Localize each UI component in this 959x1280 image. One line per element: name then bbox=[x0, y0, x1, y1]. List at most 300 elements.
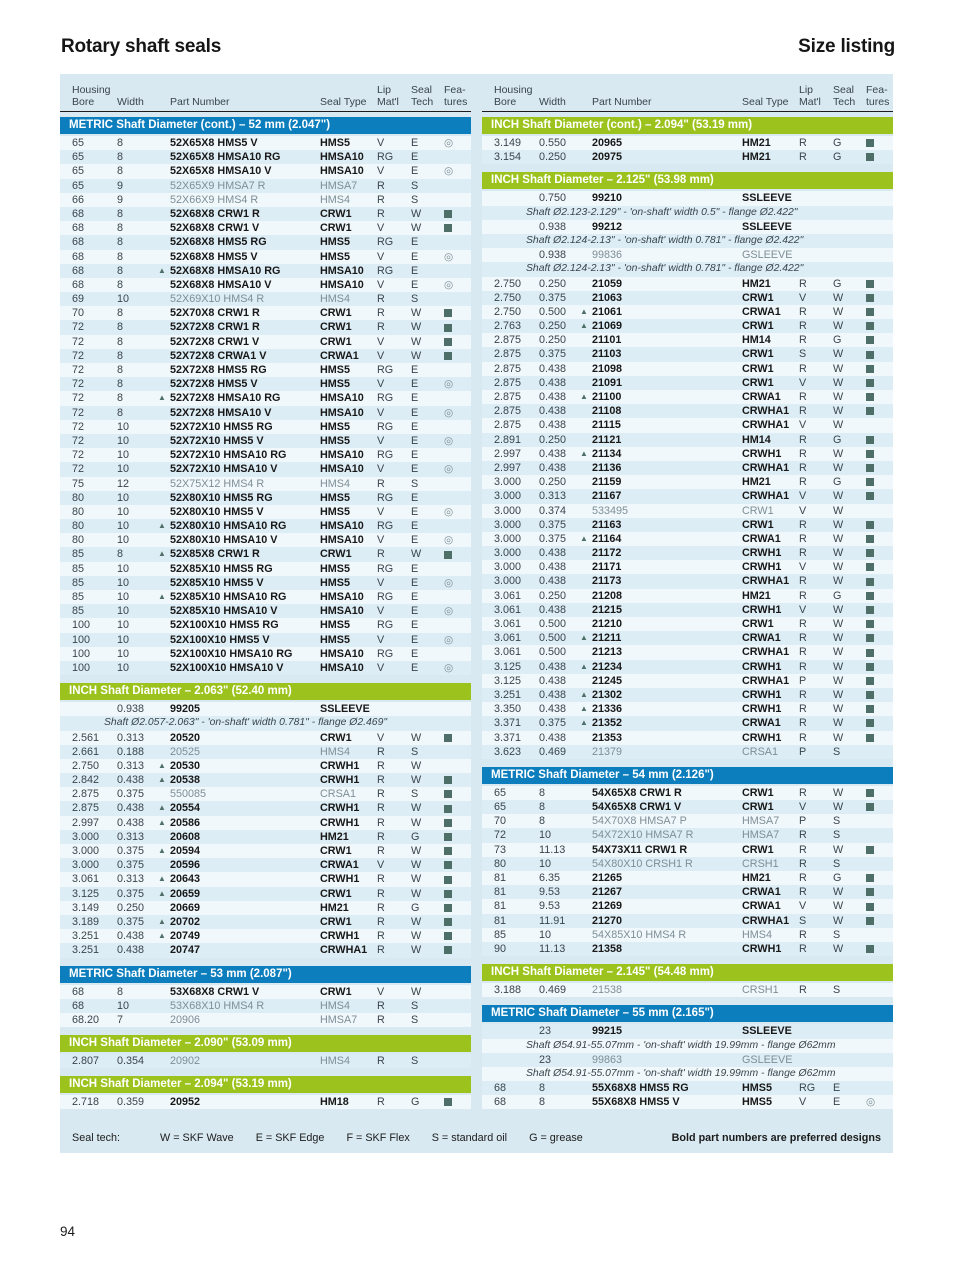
lip-material-cell: R bbox=[799, 405, 807, 418]
tri-spacer bbox=[158, 576, 170, 590]
feature-square-icon bbox=[866, 308, 874, 316]
seal-type-cell: CRW1 bbox=[320, 321, 352, 334]
features-cell bbox=[444, 278, 471, 292]
width-cell: 0.375 bbox=[117, 845, 145, 857]
features-cell bbox=[866, 362, 893, 376]
features-cell bbox=[866, 645, 893, 659]
preferred-triangle-icon: ▲ bbox=[158, 760, 166, 770]
tri-spacer bbox=[158, 943, 170, 957]
table-row bbox=[482, 857, 893, 871]
bore-cell: 3.000 bbox=[72, 830, 100, 843]
feature-square-icon bbox=[444, 861, 452, 869]
legend-bold-note: Bold part numbers are preferred designs bbox=[671, 1132, 881, 1145]
table-row bbox=[60, 844, 471, 858]
seal-type-cell: HMS5 bbox=[320, 491, 350, 504]
width-cell: 0.375 bbox=[539, 348, 567, 361]
bore-cell bbox=[494, 1024, 539, 1038]
lip-material-cell bbox=[799, 1024, 833, 1038]
tri-spacer bbox=[580, 220, 592, 234]
bore-cell: 68 bbox=[72, 250, 85, 263]
width-cell: 0.438 bbox=[539, 461, 567, 474]
feature-square-icon bbox=[444, 819, 452, 827]
features-cell bbox=[444, 193, 471, 207]
width-cell: 0.188 bbox=[117, 745, 145, 758]
features-cell bbox=[866, 899, 893, 913]
lip-material-cell bbox=[799, 1053, 833, 1067]
seal-tech-cell: W bbox=[411, 759, 422, 772]
features-cell bbox=[444, 1095, 471, 1109]
feature-square-icon bbox=[866, 917, 874, 925]
seal-type-cell: CRW1 bbox=[742, 786, 774, 799]
tri-spacer bbox=[158, 462, 170, 476]
tri-spacer bbox=[158, 533, 170, 547]
features-cell bbox=[444, 477, 471, 491]
part-number-cell: 533495 bbox=[592, 504, 629, 517]
part-number-cell: 21208 bbox=[592, 589, 623, 602]
part-number-cell: 52X72X8 CRW1 V bbox=[170, 335, 260, 348]
lip-material-cell: RG bbox=[377, 392, 394, 405]
table-row bbox=[60, 250, 471, 264]
width-cell: 0.375 bbox=[539, 518, 567, 531]
part-number-cell: 52X85X10 HMS5 RG bbox=[170, 562, 273, 575]
tri-spacer bbox=[580, 814, 592, 828]
bore-cell: 72 bbox=[494, 829, 507, 842]
lip-material-cell: V bbox=[377, 378, 385, 391]
seal-tech-cell: E bbox=[411, 591, 419, 603]
seal-type-cell: CRWH1 bbox=[320, 802, 360, 815]
seal-type-cell: CRWA1 bbox=[742, 391, 781, 403]
preferred-triangle-icon: ▲ bbox=[158, 521, 166, 531]
table-row bbox=[482, 1081, 893, 1095]
bore-cell: 80 bbox=[72, 534, 85, 547]
features-cell bbox=[444, 801, 471, 815]
preferred-triangle-icon: ▲ bbox=[158, 549, 166, 559]
seal-tech-cell: W bbox=[833, 646, 844, 659]
width-cell: 8 bbox=[117, 406, 124, 419]
lip-material-cell bbox=[799, 248, 833, 262]
bore-cell: 3.000 bbox=[72, 845, 100, 857]
part-number-cell: 21100 bbox=[592, 391, 622, 403]
table-columns bbox=[60, 117, 893, 1109]
part-number-cell: 52X100X10 HMSA10 V bbox=[170, 661, 284, 674]
features-cell bbox=[866, 688, 893, 702]
seal-type-cell: CRWA1 bbox=[742, 305, 781, 318]
part-number-cell: 52X65X9 HMSA7 R bbox=[170, 179, 266, 192]
lip-material-cell: R bbox=[799, 334, 807, 347]
seal-tech-cell: E bbox=[411, 165, 419, 178]
bore-cell: 2.750 bbox=[494, 305, 522, 318]
table-row bbox=[60, 562, 471, 576]
seal-tech-cell: S bbox=[411, 179, 419, 192]
features-cell bbox=[444, 448, 471, 462]
seal-type-cell: HMS4 bbox=[320, 745, 350, 758]
width-cell: 0.438 bbox=[539, 547, 567, 560]
seal-type-cell: HMSA10 bbox=[320, 661, 364, 674]
seal-type-cell: HM21 bbox=[320, 830, 349, 843]
bore-cell: 2.891 bbox=[494, 433, 522, 446]
table-row bbox=[482, 333, 893, 347]
part-number-cell: 20520 bbox=[170, 731, 201, 744]
tri-spacer bbox=[158, 618, 170, 632]
seal-tech-cell: S bbox=[411, 745, 419, 758]
table-row bbox=[60, 164, 471, 178]
seal-type-cell: HMSA10 bbox=[320, 463, 364, 476]
bore-cell: 3.000 bbox=[494, 504, 522, 517]
table-row bbox=[482, 305, 893, 319]
features-cell bbox=[866, 404, 893, 418]
features-cell bbox=[444, 745, 471, 759]
part-number-cell: 52X100X10 HMSA10 RG bbox=[170, 647, 293, 660]
lip-material-cell: R bbox=[377, 915, 385, 928]
lip-material-cell: R bbox=[377, 873, 385, 886]
part-number-cell: 52X70X8 CRW1 R bbox=[170, 307, 260, 320]
seal-tech-cell: W bbox=[833, 575, 844, 588]
part-number-cell: 21159 bbox=[592, 476, 622, 489]
tri-spacer bbox=[158, 477, 170, 491]
tri-spacer bbox=[158, 647, 170, 661]
bore-cell: 68 bbox=[72, 278, 85, 291]
header-seal-tech: Seal Tech bbox=[411, 84, 434, 108]
bore-cell: 72 bbox=[72, 449, 85, 462]
seal-tech-cell: E bbox=[411, 505, 419, 518]
width-cell: 0.250 bbox=[117, 901, 145, 914]
width-cell: 0.500 bbox=[539, 618, 567, 630]
seal-tech-cell: W bbox=[411, 859, 422, 872]
table-row bbox=[60, 420, 471, 434]
part-number-cell: 52X65X8 HMSA10 RG bbox=[170, 151, 281, 164]
width-cell: 8 bbox=[539, 1096, 546, 1109]
features-cell bbox=[866, 220, 893, 234]
width-cell: 8 bbox=[117, 264, 124, 277]
bore-cell: 2.875 bbox=[494, 334, 522, 347]
lip-material-cell: R bbox=[799, 829, 807, 842]
seal-tech-cell: W bbox=[833, 320, 844, 333]
tri-spacer bbox=[158, 505, 170, 519]
table-row bbox=[482, 688, 893, 702]
lip-material-cell: RG bbox=[377, 562, 394, 575]
seal-type-cell: HM21 bbox=[742, 151, 771, 164]
lip-material-cell: R bbox=[799, 660, 807, 673]
table-row bbox=[482, 1024, 893, 1038]
seal-type-cell: CRWH1 bbox=[742, 731, 782, 744]
table-row bbox=[60, 576, 471, 590]
width-cell: 10 bbox=[117, 605, 130, 618]
seal-tech-cell: E bbox=[411, 236, 419, 249]
feature-square-icon bbox=[866, 677, 874, 685]
table-row bbox=[482, 220, 893, 234]
table-row bbox=[60, 999, 471, 1013]
seal-tech-cell: E bbox=[411, 278, 419, 291]
section-header-metric: METRIC Shaft Diameter – 54 mm (2.126") bbox=[482, 767, 893, 784]
bore-cell: 3.149 bbox=[494, 137, 522, 149]
feature-square-icon bbox=[866, 280, 874, 288]
tri-spacer bbox=[580, 1095, 592, 1109]
part-number-cell: 52X85X10 HMSA10 RG bbox=[170, 591, 287, 603]
seal-tech-cell: S bbox=[411, 1013, 419, 1026]
tri-spacer bbox=[580, 942, 592, 956]
lip-material-cell: V bbox=[799, 504, 807, 517]
part-number-cell: 52X80X10 HMSA10 RG bbox=[170, 520, 287, 533]
table-row bbox=[60, 207, 471, 221]
tri-spacer bbox=[580, 277, 592, 291]
part-number-cell: 54X85X10 HMS4 R bbox=[592, 928, 687, 941]
part-number-cell: 21234 bbox=[592, 660, 623, 673]
features-cell bbox=[866, 674, 893, 688]
features-cell bbox=[444, 306, 471, 320]
lip-material-cell: V bbox=[799, 801, 807, 814]
part-number-cell: 21061 bbox=[592, 305, 623, 318]
bore-cell: 69 bbox=[72, 293, 85, 306]
features-cell bbox=[866, 1081, 893, 1095]
seal-tech-cell: W bbox=[833, 362, 844, 375]
tri-spacer bbox=[580, 333, 592, 347]
width-cell: 10 bbox=[539, 829, 552, 842]
part-number-cell: 20702 bbox=[170, 915, 201, 928]
lip-material-cell: R bbox=[377, 179, 385, 192]
table-row bbox=[482, 390, 893, 404]
column-left bbox=[60, 117, 471, 1109]
table-row bbox=[482, 191, 893, 205]
tri-spacer bbox=[580, 489, 592, 503]
feature-bullseye-icon: ◎ bbox=[444, 661, 454, 674]
part-number-cell: 21336 bbox=[592, 703, 623, 716]
lip-material-cell: V bbox=[377, 661, 385, 674]
feature-square-icon bbox=[444, 790, 452, 798]
lip-material-cell: RG bbox=[377, 236, 394, 249]
feature-square-icon bbox=[444, 324, 452, 332]
lip-material-cell: R bbox=[377, 293, 385, 306]
part-number-cell: 20586 bbox=[170, 816, 201, 829]
legend-item: W = SKF Wave bbox=[160, 1132, 234, 1145]
lip-material-cell: R bbox=[799, 843, 807, 856]
tri-spacer bbox=[580, 800, 592, 814]
section-header-inch: INCH Shaft Diameter (cont.) – 2.094" (53.19 mm) bbox=[482, 117, 893, 134]
seal-type-cell: CRW1 bbox=[320, 985, 352, 998]
tri-spacer bbox=[580, 674, 592, 688]
width-cell: 10 bbox=[117, 491, 130, 504]
preferred-triangle-icon: ▲ bbox=[580, 448, 588, 458]
seal-type-cell: CRWA1 bbox=[742, 717, 781, 730]
width-cell: 0.438 bbox=[539, 703, 567, 716]
part-number-cell: 52X69X10 HMS4 R bbox=[170, 293, 265, 306]
feature-square-icon bbox=[444, 904, 452, 912]
features-cell bbox=[444, 136, 471, 150]
seal-tech-cell: E bbox=[411, 661, 419, 674]
seal-tech-cell: W bbox=[833, 801, 844, 814]
features-cell bbox=[866, 291, 893, 305]
legend-label: Seal tech: bbox=[72, 1132, 121, 1145]
bore-cell: 85 bbox=[494, 928, 507, 941]
part-number-cell: 52X72X8 HMS5 RG bbox=[170, 364, 267, 376]
tri-spacer bbox=[580, 433, 592, 447]
feature-bullseye-icon: ◎ bbox=[444, 250, 454, 263]
table-row bbox=[482, 716, 893, 730]
part-number-cell: 53X68X10 HMS4 R bbox=[170, 999, 265, 1012]
seal-type-cell: HMS4 bbox=[320, 293, 350, 306]
seal-tech-cell: W bbox=[411, 548, 422, 561]
seal-tech-cell: G bbox=[833, 277, 842, 290]
width-cell: 10 bbox=[117, 505, 130, 518]
title-row bbox=[61, 36, 895, 58]
bore-cell: 68 bbox=[494, 1082, 507, 1095]
bore-cell: 65 bbox=[494, 801, 507, 814]
features-cell bbox=[444, 999, 471, 1013]
table-row bbox=[60, 731, 471, 745]
header-seal-type: Seal Type bbox=[742, 96, 789, 108]
seal-type-cell: CRWA1 bbox=[320, 859, 359, 872]
bore-cell: 3.189 bbox=[72, 915, 100, 928]
table-row bbox=[60, 702, 471, 716]
bore-cell: 100 bbox=[72, 647, 91, 660]
features-cell bbox=[444, 377, 471, 391]
part-number-cell: 21103 bbox=[592, 348, 622, 361]
part-number-cell: 52X68X8 HMS5 V bbox=[170, 250, 258, 263]
seal-tech-cell: E bbox=[411, 378, 419, 391]
seal-tech-cell: W bbox=[411, 944, 422, 957]
table-row bbox=[482, 532, 893, 546]
bore-cell: 72 bbox=[72, 463, 85, 476]
table-row bbox=[482, 362, 893, 376]
table-row bbox=[482, 674, 893, 688]
preferred-triangle-icon: ▲ bbox=[580, 533, 588, 543]
seal-type-cell: CRWHA1 bbox=[320, 944, 368, 957]
seal-type-cell: SSLEEVE bbox=[742, 220, 792, 233]
width-cell: 11.13 bbox=[539, 942, 566, 955]
seal-type-cell: CRWH1 bbox=[742, 703, 782, 716]
bore-cell: 2.997 bbox=[72, 816, 100, 829]
page-number: 94 bbox=[60, 1224, 76, 1239]
width-cell: 0.438 bbox=[539, 688, 567, 701]
seal-tech-cell: G bbox=[411, 830, 420, 843]
seal-type-cell: HMSA10 bbox=[320, 534, 364, 547]
table-row bbox=[482, 702, 893, 716]
table-row bbox=[482, 489, 893, 503]
tri-spacer bbox=[158, 731, 170, 745]
seal-tech-cell: S bbox=[411, 193, 419, 206]
seal-tech-cell: W bbox=[833, 461, 844, 474]
width-cell: 0.469 bbox=[539, 745, 567, 758]
width-cell: 0.250 bbox=[539, 433, 567, 446]
table-row bbox=[60, 604, 471, 618]
seal-type-cell: HMSA10 bbox=[320, 278, 364, 291]
lip-material-cell: V bbox=[377, 222, 385, 235]
features-cell bbox=[444, 391, 471, 405]
seal-type-cell: HMS5 bbox=[320, 619, 350, 632]
table-row bbox=[60, 929, 471, 943]
seal-tech-cell: W bbox=[411, 307, 422, 320]
features-cell bbox=[866, 319, 893, 333]
lip-material-cell: R bbox=[377, 887, 385, 900]
part-number-cell: 21379 bbox=[592, 745, 623, 758]
seal-tech-cell: E bbox=[411, 576, 419, 589]
lip-material-cell: R bbox=[377, 944, 385, 957]
lip-material-cell: V bbox=[377, 165, 385, 178]
feature-square-icon bbox=[444, 918, 452, 926]
tri-spacer bbox=[580, 418, 592, 432]
tri-spacer bbox=[158, 207, 170, 221]
seal-type-cell: CRW1 bbox=[320, 845, 352, 857]
tri-spacer bbox=[580, 1081, 592, 1095]
lip-material-cell bbox=[377, 702, 411, 716]
seal-tech-cell: S bbox=[833, 745, 841, 758]
seal-tech-cell bbox=[833, 220, 866, 234]
tri-spacer bbox=[580, 617, 592, 631]
width-cell: 0.438 bbox=[539, 405, 567, 418]
tri-spacer bbox=[158, 745, 170, 759]
feature-square-icon bbox=[866, 846, 874, 854]
seal-tech-cell: E bbox=[411, 562, 419, 575]
width-cell: 0.438 bbox=[539, 674, 567, 687]
part-number-cell: 21098 bbox=[592, 362, 623, 375]
lip-material-cell: R bbox=[799, 137, 807, 149]
tri-spacer bbox=[158, 604, 170, 618]
page-title: Rotary shaft seals bbox=[61, 36, 222, 57]
width-cell: 23 bbox=[539, 1053, 552, 1066]
feature-square-icon bbox=[444, 833, 452, 841]
table-row bbox=[482, 871, 893, 885]
bore-cell: 3.000 bbox=[494, 490, 522, 503]
part-number-cell: 52X100X10 HMS5 RG bbox=[170, 619, 279, 632]
bore-cell: 3.061 bbox=[72, 873, 100, 886]
tri-spacer bbox=[580, 899, 592, 913]
table-row bbox=[482, 150, 893, 164]
width-cell: 0.375 bbox=[117, 915, 145, 928]
seal-tech-cell: S bbox=[411, 999, 419, 1012]
seal-tech-cell: W bbox=[833, 717, 844, 730]
preferred-triangle-icon: ▲ bbox=[158, 874, 166, 884]
table-row bbox=[60, 816, 471, 830]
bore-cell: 85 bbox=[72, 576, 85, 589]
part-number-cell: 52X72X8 CRW1 R bbox=[170, 321, 260, 334]
width-cell: 10 bbox=[117, 420, 130, 433]
features-cell bbox=[866, 631, 893, 645]
seal-type-cell: HMSA7 bbox=[742, 829, 780, 842]
lip-material-cell: R bbox=[799, 589, 807, 602]
preferred-triangle-icon: ▲ bbox=[580, 704, 588, 714]
seal-tech-cell: G bbox=[411, 901, 420, 914]
feature-square-icon bbox=[866, 393, 874, 401]
bore-cell: 100 bbox=[72, 661, 91, 674]
seal-tech-cell: W bbox=[411, 930, 422, 943]
part-number-cell: 52X72X8 HMSA10 RG bbox=[170, 392, 281, 405]
seal-tech-cell: G bbox=[833, 151, 842, 164]
width-cell: 0.438 bbox=[117, 944, 145, 957]
table-row bbox=[482, 518, 893, 532]
bore-cell: 2.750 bbox=[72, 759, 100, 772]
features-cell bbox=[444, 858, 471, 872]
width-cell: 8 bbox=[117, 335, 124, 348]
features-cell bbox=[866, 418, 893, 432]
lip-material-cell: V bbox=[799, 490, 807, 503]
table-row bbox=[60, 306, 471, 320]
features-cell bbox=[444, 787, 471, 801]
table-row bbox=[482, 745, 893, 759]
part-number-cell: 55X68X8 HMS5 V bbox=[592, 1096, 680, 1109]
width-cell: 0.359 bbox=[117, 1096, 145, 1109]
bore-cell: 85 bbox=[72, 591, 85, 603]
features-cell bbox=[444, 943, 471, 957]
table-row bbox=[60, 915, 471, 929]
feature-square-icon bbox=[866, 294, 874, 302]
tri-spacer bbox=[158, 434, 170, 448]
lip-material-cell: RG bbox=[377, 151, 394, 164]
table-row bbox=[60, 887, 471, 901]
width-cell: 10 bbox=[117, 434, 130, 447]
seal-tech-cell: W bbox=[833, 518, 844, 531]
tri-spacer bbox=[580, 560, 592, 574]
lip-material-cell: R bbox=[377, 321, 385, 334]
lip-material-cell: R bbox=[377, 845, 385, 857]
